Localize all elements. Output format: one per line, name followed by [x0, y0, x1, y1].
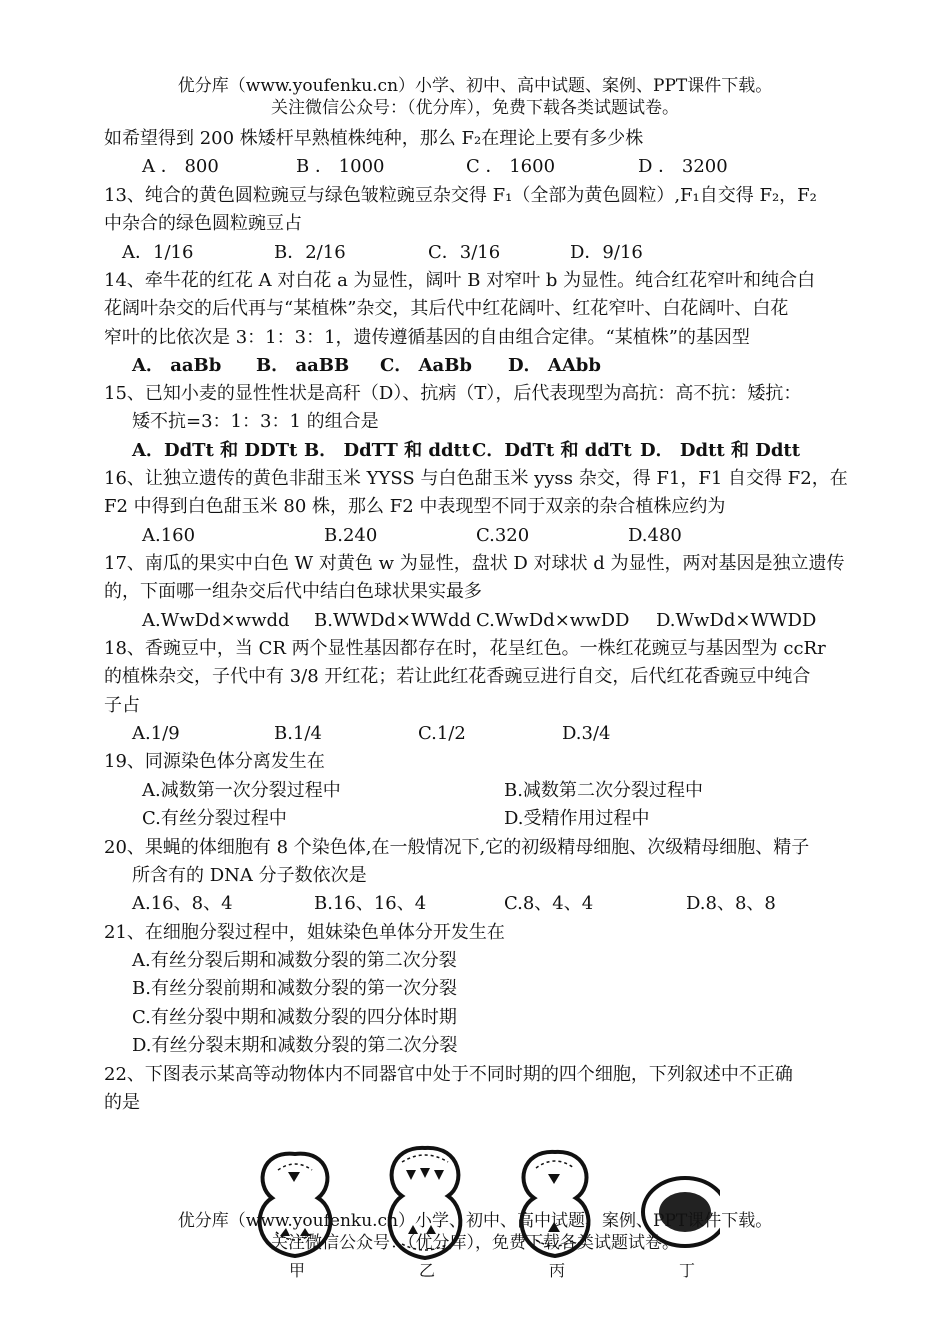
- label-ding: 丁: [678, 1261, 696, 1280]
- q21-line-1: 21、在细胞分裂过程中，姐妹染色单体分开发生在: [104, 922, 505, 943]
- label-jia: 甲: [288, 1261, 306, 1280]
- q19-option-a: A.减数第一次分裂过程中: [142, 780, 341, 801]
- q20-option-b: B.16、16、4: [314, 893, 427, 914]
- header-line-1: 优分库（www.youfenku.cn）小学、初中、高中试题、案例、PPT课件下载。: [177, 76, 773, 96]
- q13-option-a: A．1/16: [122, 242, 194, 263]
- q14-line-1: 14、牵牛花的红花 A 对白花 a 为显性，阔叶 B 对窄叶 b 为显性。纯合红花窄叶和纯合白: [104, 270, 816, 291]
- q18-option-a: A.1/9: [132, 723, 180, 744]
- q16-line-2: F2 中得到白色甜玉米 80 株，那么 F2 中表现型不同于双亲的杂合植株应约为: [104, 496, 726, 517]
- q21-option-c: C.有丝分裂中期和减数分裂的四分体时期: [132, 1007, 457, 1028]
- q19-line-1: 19、同源染色体分离发生在: [104, 751, 325, 772]
- q16-option-d: D.480: [628, 525, 682, 546]
- q12-text: 如希望得到 200 株矮杆早熟植株纯种，那么 F₂在理论上要有多少株: [104, 128, 644, 149]
- q15-option-c: C．DdTt 和 ddTt: [472, 440, 632, 461]
- q18-line-2: 的植株杂交，子代中有 3/8 开红花；若让此红花香豌豆进行自交，后代红花香豌豆中纯合: [104, 666, 811, 687]
- q16-option-c: C.320: [476, 525, 530, 546]
- q16-option-a: A.160: [142, 525, 196, 546]
- q18-option-b: B.1/4: [274, 723, 322, 744]
- q19-option-d: D.受精作用过程中: [504, 808, 650, 829]
- q14-option-d: D． AAbb: [508, 355, 601, 376]
- q21-option-b: B.有丝分裂前期和减数分裂的第一次分裂: [132, 978, 457, 999]
- footer-line-1: 优分库（www.youfenku.cn）小学、初中、高中试题、案例、PPT课件下载。: [177, 1211, 773, 1231]
- q22-line-1: 22、下图表示某高等动物体内不同器官中处于不同时期的四个细胞，下列叙述中不正确: [104, 1064, 793, 1085]
- q14-option-b: B． aaBB: [256, 355, 350, 376]
- q20-line-1: 20、果蝇的体细胞有 8 个染色体,在一般情况下,它的初级精母细胞、次级精母细胞、精子: [104, 837, 810, 858]
- q21-option-a: A.有丝分裂后期和减数分裂的第二次分裂: [132, 950, 457, 971]
- q16-line-1: 16、让独立遗传的黄色非甜玉米 YYSS 与白色甜玉米 yyss 杂交，得 F1，F1 自交得 F2，在: [104, 468, 848, 489]
- q14-option-c: C． AaBb: [380, 355, 473, 376]
- q22-line-2: 的是: [104, 1092, 140, 1113]
- q14-line-2: 花阔叶杂交的后代再与“某植株”杂交，其后代中红花阔叶、红花窄叶、白花阔叶、白花: [104, 298, 789, 319]
- q18-option-c: C.1/2: [418, 723, 466, 744]
- q18-option-d: D.3/4: [562, 723, 611, 744]
- q14-line-3: 窄叶的比依次是 3：1：3：1，遗传遵循基因的自由组合定律。“某植株”的基因型: [104, 327, 750, 348]
- header-line-2: 关注微信公众号：（优分库），免费下载各类试题试卷。: [271, 98, 679, 118]
- label-bing: 丙: [548, 1261, 566, 1280]
- q18-line-3: 子占: [104, 695, 140, 716]
- footer-line-2: 关注微信公众号：（优分库），免费下载各类试题试卷。: [271, 1233, 679, 1253]
- q17-line-1: 17、南瓜的果实中白色 W 对黄色 w 为显性，盘状 D 对球状 d 为显性，两对基因是独立遗传: [104, 553, 845, 574]
- q12-option-b: B ． 1000: [296, 156, 385, 177]
- q20-option-c: C.8、4、4: [504, 893, 594, 914]
- q13-option-d: D．9/16: [570, 242, 643, 263]
- q15-option-d: D． Ddtt 和 Ddtt: [640, 440, 801, 461]
- q15-option-a: A．DdTt 和 DDTt: [132, 440, 298, 461]
- q12-option-c: C ． 1600: [466, 156, 556, 177]
- q17-option-b: B.WWDd×WWdd: [314, 610, 472, 631]
- q16-option-b: B.240: [324, 525, 378, 546]
- q13-option-b: B．2/16: [274, 242, 346, 263]
- q19-option-b: B.减数第二次分裂过程中: [504, 780, 703, 801]
- q12-option-a: A ． 800: [142, 156, 219, 177]
- q17-option-a: A.WwDd×wwdd: [142, 610, 290, 631]
- q13-line-1: 13、纯合的黄色圆粒豌豆与绿色皱粒豌豆杂交得 F₁（全部为黄色圆粒）,F₁自交得 F₂，F₂: [104, 185, 817, 206]
- q15-line-2: 矮不抗=3：1：3：1 的组合是: [132, 411, 379, 432]
- q13-line-2: 中杂合的绿色圆粒豌豆占: [104, 213, 302, 234]
- q18-line-1: 18、香豌豆中，当 CR 两个显性基因都存在时，花呈红色。一株红花豌豆与基因型为 ccRr: [104, 638, 826, 659]
- q20-option-a: A.16、8、4: [132, 893, 233, 914]
- q17-option-d: D.WwDd×WWDD: [656, 610, 817, 631]
- q20-line-2: 所含有的 DNA 分子数依次是: [132, 865, 367, 886]
- q17-line-2: 的，下面哪一组杂交后代中结白色球状果实最多: [104, 581, 482, 602]
- q19-option-c: C.有丝分裂过程中: [142, 808, 287, 829]
- q15-option-b: B． DdTT 和 ddtt: [304, 440, 471, 461]
- q20-option-d: D.8、8、8: [686, 893, 776, 914]
- label-yi: 乙: [418, 1261, 436, 1280]
- q17-option-c: C.WwDd×wwDD: [476, 610, 630, 631]
- q13-option-c: C．3/16: [428, 242, 501, 263]
- q14-option-a: A． aaBb: [132, 355, 222, 376]
- q15-line-1: 15、已知小麦的显性性状是高秆（D）、抗病（T），后代表现型为高抗：高不抗：矮抗：: [104, 383, 802, 404]
- q21-option-d: D.有丝分裂末期和减数分裂的第二次分裂: [132, 1035, 458, 1056]
- q12-option-d: D ． 3200: [638, 156, 728, 177]
